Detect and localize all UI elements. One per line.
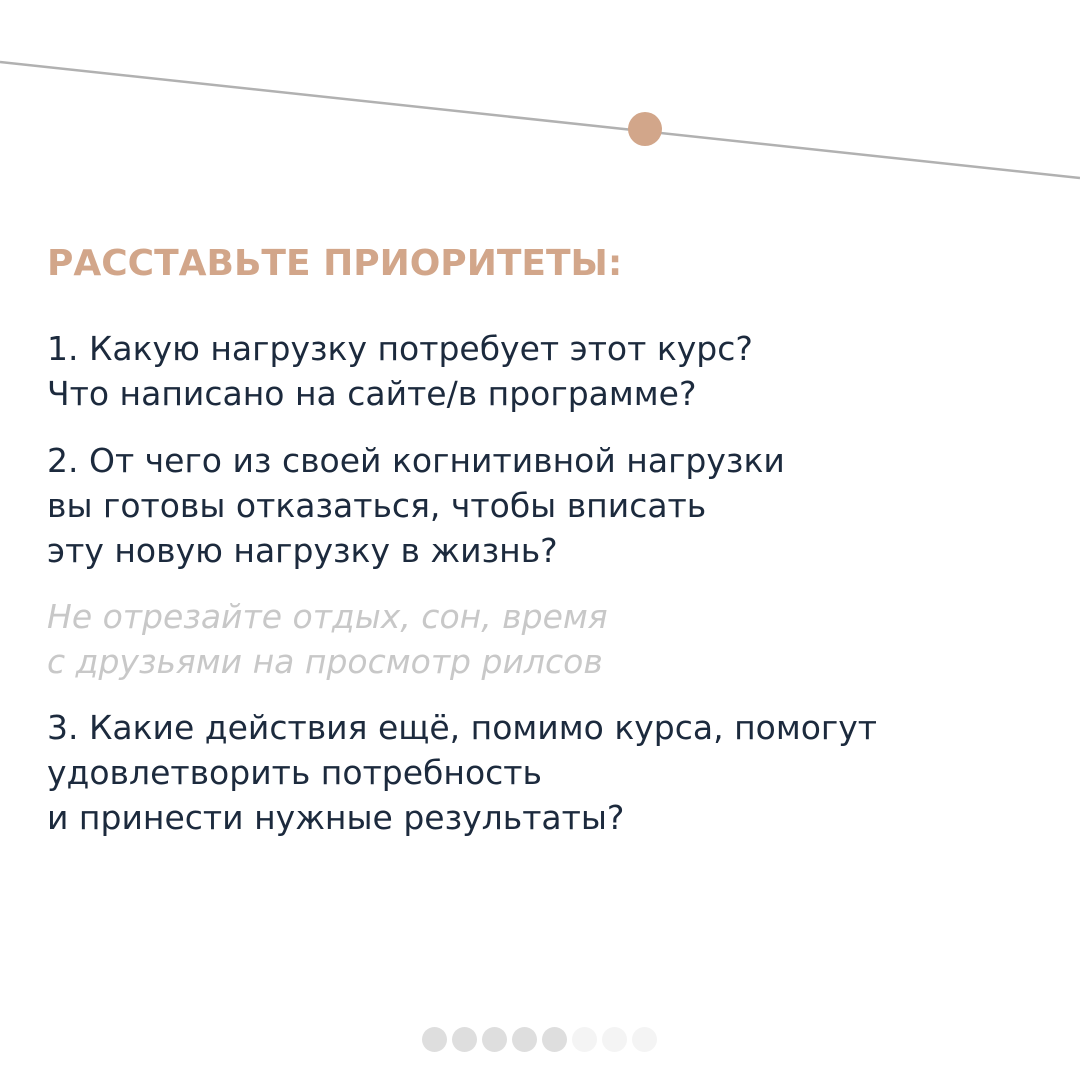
accent-dot-icon (628, 112, 662, 146)
pagination-dot[interactable] (482, 1027, 507, 1052)
hint-note: Не отрезайте отдых, сон, время с друзьями на просмотр рилсов (47, 597, 608, 681)
pagination-dots (422, 1027, 657, 1052)
question-2: 2. От чего из своей когнитивной нагрузки вы готовы отказаться, чтобы вписать эту новую нагрузку в жизнь? (47, 441, 785, 570)
question-1: 1. Какую нагрузку потребует этот курс? Что написано на сайте/в программе? (47, 329, 753, 413)
pagination-dot[interactable] (452, 1027, 477, 1052)
question-3: 3. Какие действия ещё, помимо курса, помогут удовлетворить потребность и принести нужные результаты? (47, 708, 878, 837)
pagination-dot[interactable] (422, 1027, 447, 1052)
pagination-dot[interactable] (632, 1027, 657, 1052)
pagination-dot[interactable] (572, 1027, 597, 1052)
pagination-dot[interactable] (602, 1027, 627, 1052)
decorative-line (0, 0, 1080, 200)
page-title: РАССТАВЬТЕ ПРИОРИТЕТЫ: (47, 243, 623, 284)
pagination-dot[interactable] (542, 1027, 567, 1052)
diagonal-line (0, 62, 1080, 178)
pagination-dot[interactable] (512, 1027, 537, 1052)
